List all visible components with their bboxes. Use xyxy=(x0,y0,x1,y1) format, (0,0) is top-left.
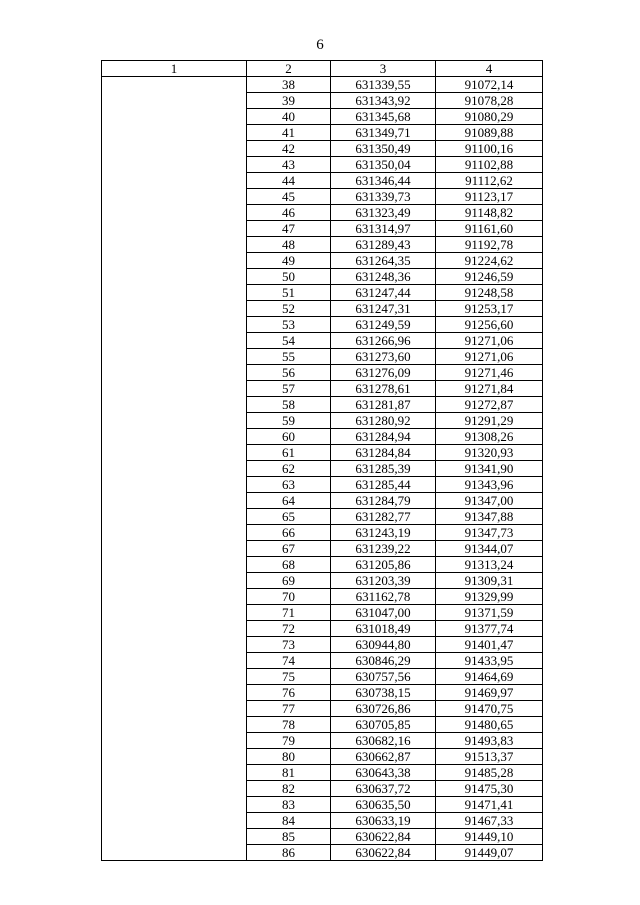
x-coordinate-cell: 631162,78 xyxy=(331,589,436,605)
page-number: 6 xyxy=(316,37,324,53)
point-number-cell: 55 xyxy=(247,349,331,365)
x-coordinate-cell: 630643,38 xyxy=(331,765,436,781)
point-number-cell: 78 xyxy=(247,717,331,733)
y-coordinate-cell: 91347,88 xyxy=(436,509,543,525)
x-coordinate-cell: 631314,97 xyxy=(331,221,436,237)
x-coordinate-cell: 631285,44 xyxy=(331,477,436,493)
x-coordinate-cell: 631289,43 xyxy=(331,237,436,253)
point-number-cell: 41 xyxy=(247,125,331,141)
point-number-cell: 53 xyxy=(247,317,331,333)
x-coordinate-cell: 631047,00 xyxy=(331,605,436,621)
y-coordinate-cell: 91449,10 xyxy=(436,829,543,845)
point-number-cell: 86 xyxy=(247,845,331,861)
point-number-cell: 77 xyxy=(247,701,331,717)
point-number-cell: 61 xyxy=(247,445,331,461)
x-coordinate-cell: 631284,79 xyxy=(331,493,436,509)
table-body xyxy=(102,77,543,861)
point-number-cell: 76 xyxy=(247,685,331,701)
x-coordinate-cell: 631264,35 xyxy=(331,253,436,269)
x-coordinate-cell: 631239,22 xyxy=(331,541,436,557)
x-coordinate-cell: 631282,77 xyxy=(331,509,436,525)
y-coordinate-cell: 91471,41 xyxy=(436,797,543,813)
y-coordinate-cell: 91467,33 xyxy=(436,813,543,829)
x-coordinate-cell: 631247,31 xyxy=(331,301,436,317)
y-coordinate-cell: 91224,62 xyxy=(436,253,543,269)
coordinates-table xyxy=(101,60,543,861)
y-coordinate-cell: 91401,47 xyxy=(436,637,543,653)
y-coordinate-cell: 91320,93 xyxy=(436,445,543,461)
y-coordinate-cell: 91256,60 xyxy=(436,317,543,333)
x-coordinate-cell: 631349,71 xyxy=(331,125,436,141)
y-coordinate-cell: 91308,26 xyxy=(436,429,543,445)
y-coordinate-cell: 91464,69 xyxy=(436,669,543,685)
x-coordinate-cell: 630662,87 xyxy=(331,749,436,765)
x-coordinate-cell: 631203,39 xyxy=(331,573,436,589)
column-1-merged-cell xyxy=(102,77,247,861)
y-coordinate-cell: 91248,58 xyxy=(436,285,543,301)
y-coordinate-cell: 91493,83 xyxy=(436,733,543,749)
point-number-cell: 48 xyxy=(247,237,331,253)
x-coordinate-cell: 631346,44 xyxy=(331,173,436,189)
x-coordinate-cell: 631281,87 xyxy=(331,397,436,413)
point-number-cell: 59 xyxy=(247,413,331,429)
point-number-cell: 66 xyxy=(247,525,331,541)
y-coordinate-cell: 91089,88 xyxy=(436,125,543,141)
x-coordinate-cell: 631339,73 xyxy=(331,189,436,205)
x-coordinate-cell: 631273,60 xyxy=(331,349,436,365)
y-coordinate-cell: 91271,84 xyxy=(436,381,543,397)
point-number-cell: 81 xyxy=(247,765,331,781)
point-number-cell: 54 xyxy=(247,333,331,349)
point-number-cell: 70 xyxy=(247,589,331,605)
x-coordinate-cell: 631249,59 xyxy=(331,317,436,333)
point-number-cell: 85 xyxy=(247,829,331,845)
point-number-cell: 50 xyxy=(247,269,331,285)
y-coordinate-cell: 91253,17 xyxy=(436,301,543,317)
x-coordinate-cell: 631248,36 xyxy=(331,269,436,285)
x-coordinate-cell: 630705,85 xyxy=(331,717,436,733)
x-coordinate-cell: 631276,09 xyxy=(331,365,436,381)
x-coordinate-cell: 631339,55 xyxy=(331,77,436,93)
y-coordinate-cell: 91343,96 xyxy=(436,477,543,493)
y-coordinate-cell: 91347,73 xyxy=(436,525,543,541)
y-coordinate-cell: 91072,14 xyxy=(436,77,543,93)
column-header-1: 1 xyxy=(102,61,247,77)
y-coordinate-cell: 91291,29 xyxy=(436,413,543,429)
point-number-cell: 72 xyxy=(247,621,331,637)
x-coordinate-cell: 631205,86 xyxy=(331,557,436,573)
x-coordinate-cell: 630757,56 xyxy=(331,669,436,685)
x-coordinate-cell: 631284,84 xyxy=(331,445,436,461)
x-coordinate-cell: 631266,96 xyxy=(331,333,436,349)
x-coordinate-cell: 631280,92 xyxy=(331,413,436,429)
y-coordinate-cell: 91271,46 xyxy=(436,365,543,381)
point-number-cell: 83 xyxy=(247,797,331,813)
point-number-cell: 56 xyxy=(247,365,331,381)
point-number-cell: 63 xyxy=(247,477,331,493)
table-header-row xyxy=(102,61,543,77)
x-coordinate-cell: 630726,86 xyxy=(331,701,436,717)
y-coordinate-cell: 91271,06 xyxy=(436,333,543,349)
y-coordinate-cell: 91329,99 xyxy=(436,589,543,605)
x-coordinate-cell: 631323,49 xyxy=(331,205,436,221)
y-coordinate-cell: 91100,16 xyxy=(436,141,543,157)
point-number-cell: 62 xyxy=(247,461,331,477)
x-coordinate-cell: 631350,04 xyxy=(331,157,436,173)
column-header-3: 3 xyxy=(331,61,436,77)
y-coordinate-cell: 91513,37 xyxy=(436,749,543,765)
point-number-cell: 58 xyxy=(247,397,331,413)
y-coordinate-cell: 91192,78 xyxy=(436,237,543,253)
x-coordinate-cell: 630738,15 xyxy=(331,685,436,701)
point-number-cell: 52 xyxy=(247,301,331,317)
point-number-cell: 68 xyxy=(247,557,331,573)
x-coordinate-cell: 631278,61 xyxy=(331,381,436,397)
y-coordinate-cell: 91123,17 xyxy=(436,189,543,205)
y-coordinate-cell: 91371,59 xyxy=(436,605,543,621)
point-number-cell: 57 xyxy=(247,381,331,397)
y-coordinate-cell: 91469,97 xyxy=(436,685,543,701)
point-number-cell: 40 xyxy=(247,109,331,125)
x-coordinate-cell: 631247,44 xyxy=(331,285,436,301)
point-number-cell: 42 xyxy=(247,141,331,157)
y-coordinate-cell: 91313,24 xyxy=(436,557,543,573)
x-coordinate-cell: 630622,84 xyxy=(331,829,436,845)
point-number-cell: 71 xyxy=(247,605,331,621)
point-number-cell: 49 xyxy=(247,253,331,269)
x-coordinate-cell: 631284,94 xyxy=(331,429,436,445)
y-coordinate-cell: 91148,82 xyxy=(436,205,543,221)
y-coordinate-cell: 91433,95 xyxy=(436,653,543,669)
point-number-cell: 64 xyxy=(247,493,331,509)
x-coordinate-cell: 630633,19 xyxy=(331,813,436,829)
point-number-cell: 73 xyxy=(247,637,331,653)
x-coordinate-cell: 631343,92 xyxy=(331,93,436,109)
x-coordinate-cell: 630635,50 xyxy=(331,797,436,813)
y-coordinate-cell: 91475,30 xyxy=(436,781,543,797)
point-number-cell: 80 xyxy=(247,749,331,765)
point-number-cell: 44 xyxy=(247,173,331,189)
x-coordinate-cell: 630944,80 xyxy=(331,637,436,653)
point-number-cell: 51 xyxy=(247,285,331,301)
y-coordinate-cell: 91449,07 xyxy=(436,845,543,861)
point-number-cell: 38 xyxy=(247,77,331,93)
y-coordinate-cell: 91485,28 xyxy=(436,765,543,781)
x-coordinate-cell: 630682,16 xyxy=(331,733,436,749)
y-coordinate-cell: 91309,31 xyxy=(436,573,543,589)
y-coordinate-cell: 91271,06 xyxy=(436,349,543,365)
y-coordinate-cell: 91272,87 xyxy=(436,397,543,413)
x-coordinate-cell: 630622,84 xyxy=(331,845,436,861)
y-coordinate-cell: 91377,74 xyxy=(436,621,543,637)
point-number-cell: 65 xyxy=(247,509,331,525)
x-coordinate-cell: 631345,68 xyxy=(331,109,436,125)
column-header-2: 2 xyxy=(247,61,331,77)
y-coordinate-cell: 91112,62 xyxy=(436,173,543,189)
point-number-cell: 69 xyxy=(247,573,331,589)
y-coordinate-cell: 91347,00 xyxy=(436,493,543,509)
y-coordinate-cell: 91470,75 xyxy=(436,701,543,717)
y-coordinate-cell: 91078,28 xyxy=(436,93,543,109)
y-coordinate-cell: 91341,90 xyxy=(436,461,543,477)
point-number-cell: 47 xyxy=(247,221,331,237)
point-number-cell: 75 xyxy=(247,669,331,685)
x-coordinate-cell: 630637,72 xyxy=(331,781,436,797)
x-coordinate-cell: 631018,49 xyxy=(331,621,436,637)
point-number-cell: 39 xyxy=(247,93,331,109)
y-coordinate-cell: 91161,60 xyxy=(436,221,543,237)
point-number-cell: 46 xyxy=(247,205,331,221)
y-coordinate-cell: 91344,07 xyxy=(436,541,543,557)
x-coordinate-cell: 631350,49 xyxy=(331,141,436,157)
point-number-cell: 79 xyxy=(247,733,331,749)
point-number-cell: 84 xyxy=(247,813,331,829)
point-number-cell: 45 xyxy=(247,189,331,205)
point-number-cell: 74 xyxy=(247,653,331,669)
x-coordinate-cell: 631243,19 xyxy=(331,525,436,541)
y-coordinate-cell: 91480,65 xyxy=(436,717,543,733)
y-coordinate-cell: 91102,88 xyxy=(436,157,543,173)
point-number-cell: 67 xyxy=(247,541,331,557)
y-coordinate-cell: 91246,59 xyxy=(436,269,543,285)
point-number-cell: 82 xyxy=(247,781,331,797)
x-coordinate-cell: 630846,29 xyxy=(331,653,436,669)
point-number-cell: 60 xyxy=(247,429,331,445)
table-row xyxy=(102,77,543,93)
x-coordinate-cell: 631285,39 xyxy=(331,461,436,477)
column-header-4: 4 xyxy=(436,61,543,77)
point-number-cell: 43 xyxy=(247,157,331,173)
y-coordinate-cell: 91080,29 xyxy=(436,109,543,125)
